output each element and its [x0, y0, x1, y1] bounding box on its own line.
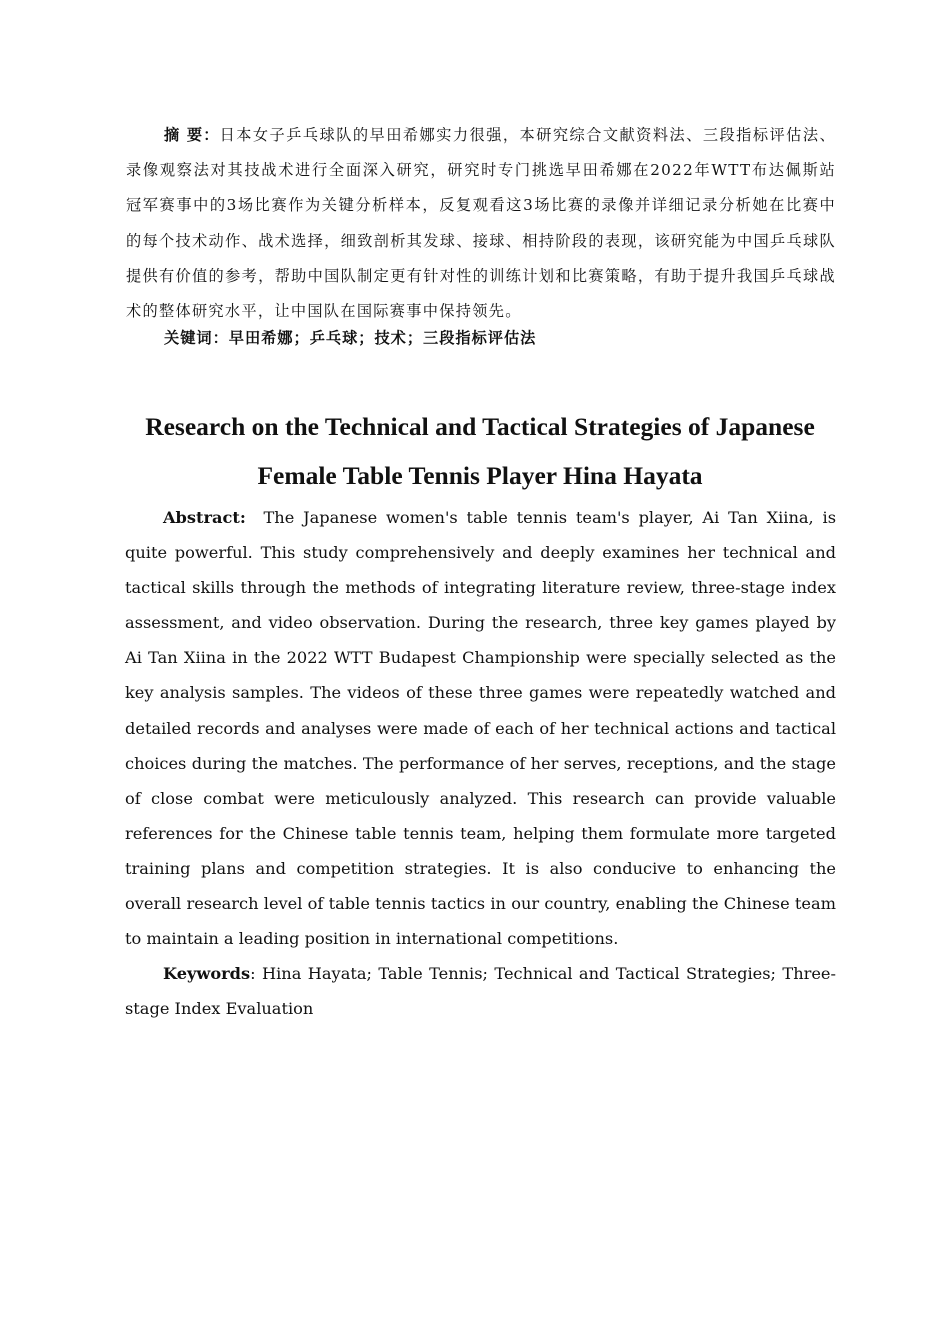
english-abstract — [125, 500, 836, 956]
chinese-keywords: 关键词：早田希娜；乒乓球；技术；三段指标评估法 — [164, 329, 537, 347]
english-title-line-1: Research on the Technical and Tactical Strategies of Japanese — [145, 412, 815, 441]
english-abstract-text: The Japanese women's table tennis team's player, Ai Tan Xiina, is quite powerful. This study comprehensively and deeply examines her technical and tactical skills through the methods of integrating literature review, three-stage index assessment, and video observation. During the research, three key games played by Ai Tan Xiina in the 2022 WTT Budapest Championship were specially selected as the key analysis samples. The videos of these three games were repeatedly watched and detailed records and analyses were made of each of her technical actions and tactical choices during the matches. The performance of her serves, receptions, and the stage of close combat were meticulously analyzed. This research can provide valuable references for the Chinese table tennis team, helping them formulate more targeted training plans and competition strategies. It is also conducive to enhancing the overall research level of table tennis tactics in our country, enabling the Chinese team to maintain a leading position in international competitions. — [125, 508, 836, 949]
chinese-abstract — [126, 118, 836, 329]
english-keywords-label: Keywords — [163, 964, 251, 983]
english-keywords — [125, 956, 836, 1026]
english-title — [100, 402, 860, 500]
english-title-line-2: Female Table Tennis Player Hina Hayata — [257, 461, 703, 490]
chinese-abstract-text: 日本女子乒乓球队的早田希娜实力很强，本研究综合文献资料法、三段指标评估法、录像观察法对其技战术进行全面深入研究，研究时专门挑选早田希娜在2022年WTT布达佩斯站冠军赛事中的3场比赛作为关键分析样本，反复观看这3场比赛的录像并详细记录分析她在比赛中的每个技术动作、战术选择，细致剖析其发球、接球、相持阶段的表现，该研究能为中国乒乓球队提供有价值的参考，帮助中国队制定更有针对性的训练计划和比赛策略，有助于提升我国乒乓球战术的整体研究水平，让中国队在国际赛事中保持领先。 — [126, 126, 836, 321]
english-abstract-label: Abstract: — [163, 508, 246, 527]
english-keywords-text: : Hina Hayata; Table Tennis; Technical and Tactical Strategies; Three-stage Index Evaluation — [125, 964, 836, 1019]
chinese-abstract-label: 摘 要： — [164, 126, 220, 144]
